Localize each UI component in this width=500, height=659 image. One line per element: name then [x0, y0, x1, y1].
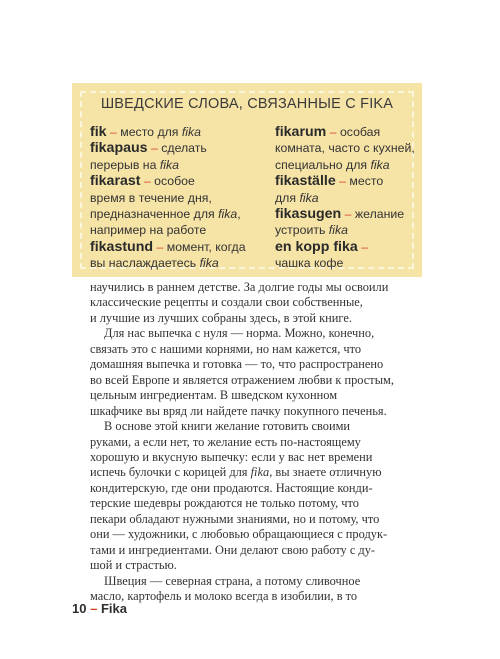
- body-line: цельным ингредиентам. В шведском кухонном: [90, 388, 338, 403]
- body-line: пекари обладают нужными знаниями, но и потому, что: [90, 511, 380, 526]
- glossary-definition: для fika: [275, 190, 319, 205]
- body-line: шой и страстью.: [90, 558, 177, 573]
- glossary-entry-line: [90, 173, 258, 189]
- glossary-entry-line: [275, 173, 415, 189]
- glossary-definition: комната, часто с кухней,: [275, 141, 415, 156]
- glossary-dash: –: [153, 239, 167, 254]
- glossary-entry-line: [90, 239, 258, 255]
- glossary-term: fikarast: [90, 173, 141, 190]
- body-line: классические рецепты и создали свои собственные,: [90, 295, 363, 310]
- glossary-term: fikastund: [90, 238, 154, 255]
- glossary-entry-line: [275, 190, 415, 206]
- glossary-definition: например на работе: [90, 223, 207, 238]
- glossary-entry-line: [90, 124, 258, 140]
- glossary-term: fik: [90, 124, 107, 140]
- glossary-entry-line: [90, 255, 258, 271]
- body-line: В основе этой книги желание готовить своими: [104, 419, 351, 434]
- glossary-entry-line: [90, 157, 258, 173]
- body-line: масло, картофель и молоко всегда в изобилии, в то: [90, 589, 358, 604]
- body-line: тами и ингредиентами. Они делают свою работу с ду-: [90, 542, 376, 557]
- glossary-definition: специально для fika: [275, 157, 390, 172]
- glossary-entry-line: [275, 206, 415, 222]
- glossary-right-column: [275, 124, 415, 272]
- glossary-title: ШВЕДСКИЕ СЛОВА, СВЯЗАННЫЕ С FIKA: [100, 96, 394, 112]
- body-line: связать это с нашими корнями, но нам кажется, что: [90, 341, 362, 356]
- glossary-definition: предназначенное для fika,: [90, 207, 241, 222]
- glossary-definition: особое: [154, 174, 195, 189]
- glossary-term: fikasugen: [275, 206, 342, 223]
- glossary-definition: устроить fika: [275, 223, 348, 238]
- glossary-dash: –: [147, 141, 162, 156]
- body-line: домашняя выпечка и готовка — то, что распространено: [90, 357, 384, 372]
- glossary-definition: время в течение дня,: [90, 190, 212, 205]
- body-line: научились в раннем детстве. За долгие годы мы освоили: [90, 280, 389, 294]
- glossary-entry-line: [275, 140, 415, 156]
- glossary-term: fikapaus: [90, 140, 148, 157]
- glossary-entry-line: [90, 190, 258, 206]
- glossary-entry-line: [90, 140, 258, 156]
- glossary-dash: –: [335, 174, 350, 189]
- body-line: они — художники, с любовью обращающиеся с продук-: [90, 527, 388, 542]
- glossary-definition: желание: [354, 207, 405, 222]
- glossary-entry-line: [275, 239, 415, 255]
- glossary-term: en kopp fika: [275, 238, 358, 255]
- glossary-definition: чашка кофе: [275, 256, 344, 271]
- glossary-entry-line: [275, 222, 415, 238]
- glossary-definition: вы наслаждаетесь fika: [90, 256, 219, 271]
- footer-dash: –: [90, 601, 98, 616]
- page-number: 10: [72, 601, 87, 616]
- page-footer: [72, 601, 127, 616]
- body-line: хорошую и вкусную выпечку: если у вас нет времени: [90, 449, 373, 464]
- glossary-term: fikaställe: [275, 173, 336, 190]
- swedish-words-glossary: [72, 83, 422, 277]
- glossary-dash: –: [140, 174, 155, 189]
- body-line: во всей Европе и является отражением любви к простым,: [90, 372, 394, 387]
- glossary-entry-line: [275, 157, 415, 173]
- body-line: Для нас выпечка с нуля — норма. Можно, конечно,: [104, 326, 375, 341]
- body-line: и лучшие из лучших собраны здесь, в этой книге.: [90, 310, 352, 325]
- body-line: терские шедевры рождаются не только потому, что: [90, 496, 359, 511]
- glossary-dash: –: [357, 239, 369, 254]
- glossary-left-column: [90, 124, 258, 272]
- glossary-entry-line: [275, 255, 415, 271]
- glossary-definition: момент, когда: [166, 239, 246, 254]
- glossary-entry-line: [275, 124, 415, 140]
- glossary-definition: особая: [339, 125, 381, 139]
- glossary-dash: –: [106, 125, 121, 139]
- body-line: руками, а если нет, то желание есть по-настоящему: [90, 434, 361, 449]
- glossary-term: fikarum: [275, 124, 327, 140]
- glossary-dash: –: [341, 207, 355, 222]
- glossary-dash: –: [326, 125, 340, 139]
- body-text: [90, 280, 410, 605]
- body-line: кондитерскую, где они продаются. Настоящие конди-: [90, 480, 373, 495]
- glossary-entry-line: [90, 206, 258, 222]
- body-line: шкафчике вы вряд ли найдете пачку покупного печенья.: [90, 403, 387, 418]
- body-line: Швеция — северная страна, а потому сливочное: [104, 573, 361, 588]
- book-title: Fika: [100, 601, 127, 616]
- glossary-definition: место для fika: [120, 125, 202, 139]
- glossary-definition: перерыв на fika: [90, 157, 179, 172]
- glossary-definition: место: [349, 174, 384, 189]
- glossary-definition: сделать: [161, 141, 207, 156]
- glossary-entry-line: [90, 222, 258, 238]
- body-line: испечь булочки с корицей для fika, вы знаете отличную: [90, 465, 382, 480]
